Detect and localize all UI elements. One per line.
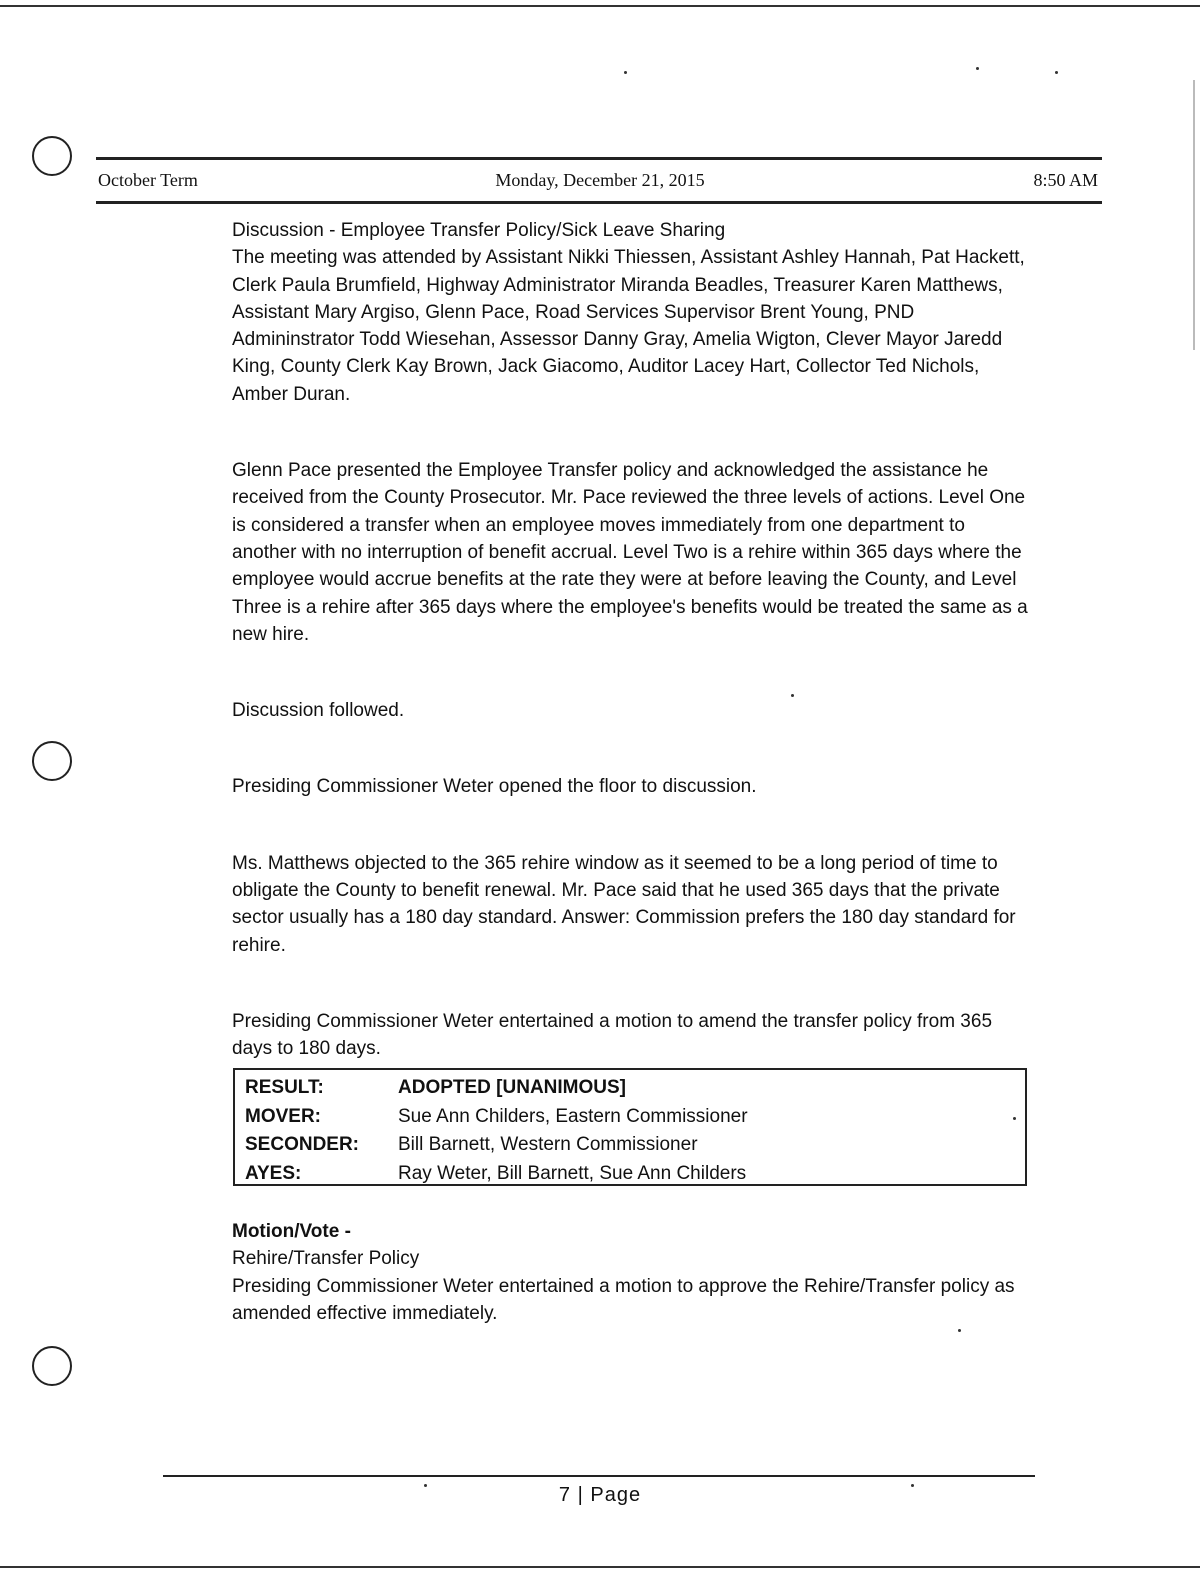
scan-speck [1055,71,1058,74]
vote-value: Sue Ann Childers, Eastern Commissioner [398,1105,748,1127]
matthews-paragraph: Ms. Matthews objected to the 365 rehire window as it seemed to be a long period of time to obligate the County to benefit renewal. Mr. Pace said that he used 365 days that the private sector usually has a 180 day standard. Answer: Commission prefers the 180 day standard for rehire. [232,852,1016,956]
header-rule-top [96,157,1102,160]
punch-hole-bottom [32,1346,72,1386]
punch-hole-middle [32,741,72,781]
scan-edge-top [0,5,1200,7]
vote-value: Bill Barnett, Western Commissioner [398,1134,698,1156]
minutes-body [232,217,1032,1063]
policy-paragraph: Glenn Pace presented the Employee Transfer policy and acknowledged the assistance he received from the County Prosecutor. Mr. Pace reviewed the three levels of actions. Level One is considered a transfer when an employee moves immediately from one department to another with no interruption of benefit accrual. Level Two is a rehire within 365 days where the employee would accrue benefits at the rate they were at before leaving the County, and Level Three is a rehire after 365 days where the employee's benefits would be treated the same as a new hire. [232,460,1028,645]
attendance-paragraph: The meeting was attended by Assistant Nikki Thiessen, Assistant Ashley Hannah, Pat Hackett, Clerk Paula Brumfield, Highway Administrator Miranda Beadles, Treasurer Karen Matthews, Assistant Mary Argiso, Glenn Pace, Road Services Supervisor Brent Young, PND Admininstrator Todd Wiesehan, Assessor Danny Gray, Amelia Wigton, Clever Mayor Jaredd King, County Clerk Kay Brown, Jack Giacomo, Auditor Lacey Hart, Collector Ted Nichols, Amber Duran. [232,247,1025,405]
footer-rule [163,1475,1035,1477]
vote-label: MOVER: [245,1105,321,1127]
discussion-followed: Discussion followed. [232,700,405,722]
scan-edge-bottom [0,1566,1200,1568]
header-time: 8:50 AM [1033,170,1098,190]
page-number: 7 | Page [558,1484,642,1506]
vote-value: Ray Weter, Bill Barnett, Sue Ann Childers [398,1163,747,1185]
vote-label: RESULT: [245,1077,324,1099]
vote-row-ayes [245,1160,748,1189]
vote-result-table [233,1068,1027,1186]
scan-speck [624,71,627,74]
motion-subheading: Rehire/Transfer Policy [232,1248,420,1270]
header-term: October Term [98,170,198,190]
discussion-heading: Discussion - Employee Transfer Policy/Sick Leave Sharing [232,220,726,241]
floor-opened-paragraph: Presiding Commissioner Weter opened the floor to discussion. [232,776,757,798]
motion-text: Presiding Commissioner Weter entertained a motion to approve the Rehire/Transfer policy as amended effective immediately. [232,1275,1015,1324]
motion-heading: Motion/Vote - [232,1221,351,1242]
motion-section [232,1218,1032,1327]
scan-speck [976,67,979,70]
scan-speck [958,1329,961,1332]
amend-motion-paragraph: Presiding Commissioner Weter entertained a motion to amend the transfer policy from 365 days to 180 days. [232,1010,993,1060]
vote-label: AYES: [245,1163,302,1185]
vote-value: ADOPTED [UNANIMOUS] [398,1077,626,1099]
header-date: Monday, December 21, 2015 [495,170,705,190]
scan-edge-right [1193,80,1195,350]
vote-row-result [245,1074,748,1103]
vote-label: SECONDER: [245,1134,360,1156]
header-rule-bottom [96,201,1102,204]
vote-row-mover [245,1103,748,1132]
vote-row-seconder [245,1131,748,1160]
